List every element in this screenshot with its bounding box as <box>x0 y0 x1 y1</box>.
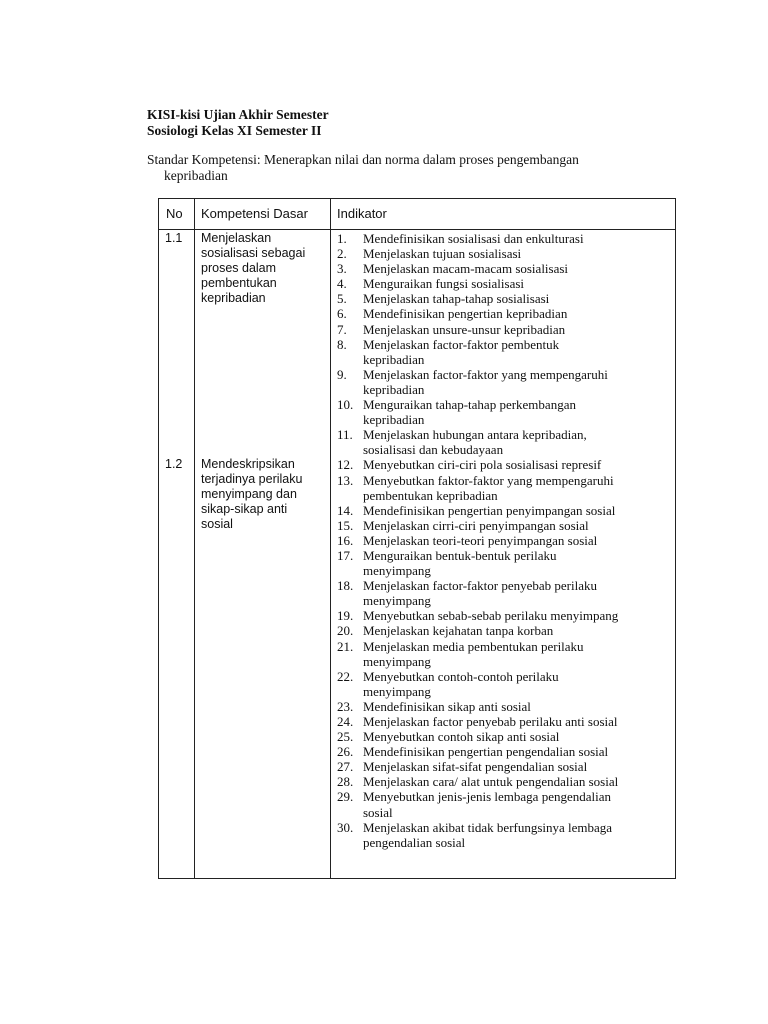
kompetensi-dasar-line: proses dalam <box>201 261 277 275</box>
indikator-text <box>363 276 673 291</box>
indikator-line: sosialisasi dan kebudayaan <box>363 442 504 458</box>
standar-kompetensi-line2: kepribadian <box>164 168 228 183</box>
indikator-number: 26. <box>337 744 354 760</box>
indikator-text <box>363 729 673 744</box>
indikator-text <box>363 231 673 246</box>
indikator-text <box>363 473 673 503</box>
kompetensi-dasar-line: sosial <box>201 517 233 531</box>
indikator-line: Menguraikan bentuk-bentuk perilaku <box>363 547 557 563</box>
indikator-number: 3. <box>337 261 347 277</box>
indikator-text <box>363 639 673 669</box>
indikator-number: 13. <box>337 472 354 488</box>
document-title: KISI-kisi Ujian Akhir Semester <box>147 107 329 122</box>
indikator-text <box>363 714 673 729</box>
indikator-item <box>337 322 673 337</box>
indikator-item <box>337 337 673 367</box>
indikator-number: 1. <box>337 231 347 246</box>
indikator-item <box>337 608 673 623</box>
indikator-text <box>363 246 673 261</box>
indikator-item <box>337 306 673 321</box>
indikator-item <box>337 669 673 699</box>
indikator-number: 10. <box>337 397 354 413</box>
kompetensi-dasar-cell <box>201 231 326 306</box>
indikator-text <box>363 337 673 367</box>
indikator-number: 11. <box>337 427 353 443</box>
row-number: 1.2 <box>165 457 183 471</box>
indikator-item <box>337 578 673 608</box>
indikator-line: Menjelaskan unsure-unsur kepribadian <box>363 321 566 337</box>
indikator-text <box>363 503 673 518</box>
indikator-line: Menjelaskan macam-macam sosialisasi <box>363 261 569 277</box>
indikator-line: Menguraikan tahap-tahap perkembangan <box>363 397 576 413</box>
indikator-item <box>337 457 673 472</box>
indikator-text <box>363 367 673 397</box>
indikator-line: Menguraikan fungsi sosialisasi <box>363 276 525 292</box>
indikator-text <box>363 457 673 472</box>
indikator-text <box>363 623 673 638</box>
indikator-text <box>363 699 673 714</box>
indikator-line: pembentukan kepribadian <box>363 487 498 503</box>
indikator-item <box>337 699 673 714</box>
indikator-item <box>337 548 673 578</box>
indikator-text <box>363 397 673 427</box>
header-indikator: Indikator <box>337 206 387 221</box>
kompetensi-dasar-line: menyimpang dan <box>201 487 297 501</box>
indikator-line: Menjelaskan cara/ alat untuk pengendalian sosial <box>363 774 619 790</box>
indikator-text <box>363 427 673 457</box>
indikator-item <box>337 518 673 533</box>
kompetensi-dasar-line: Menjelaskan <box>201 231 272 245</box>
indikator-line: Menjelaskan hubungan antara kepribadian, <box>363 427 587 443</box>
indikator-number: 19. <box>337 608 354 624</box>
indikator-item <box>337 291 673 306</box>
indikator-number: 30. <box>337 819 354 835</box>
indikator-number: 6. <box>337 306 347 322</box>
indikator-item <box>337 789 673 819</box>
indikator-item <box>337 503 673 518</box>
indikator-text <box>363 322 673 337</box>
indikator-item <box>337 276 673 291</box>
indikator-text <box>363 759 673 774</box>
indikator-line: Menjelaskan cirri-ciri penyimpangan sosial <box>363 517 589 533</box>
indikator-line: kepribadian <box>363 381 425 397</box>
indikator-text <box>363 744 673 759</box>
kompetensi-dasar-line: kepribadian <box>201 291 266 305</box>
indikator-item <box>337 246 673 261</box>
indikator-number: 24. <box>337 714 354 729</box>
column-divider <box>194 199 195 878</box>
indikator-number: 25. <box>337 729 354 745</box>
indikator-text <box>363 306 673 321</box>
indikator-item <box>337 820 673 850</box>
indikator-line: Menyebutkan faktor-faktor yang mempengaruhi <box>363 472 614 488</box>
header-kompetensi-dasar: Kompetensi Dasar <box>201 206 308 221</box>
indikator-number: 9. <box>337 366 347 382</box>
header-divider <box>159 229 675 230</box>
indikator-text <box>363 533 673 548</box>
indikator-number: 8. <box>337 336 347 352</box>
column-divider <box>330 199 331 878</box>
indikator-line: Menjelaskan kejahatan tanpa korban <box>363 623 554 639</box>
standar-kompetensi <box>147 152 667 184</box>
indikator-item <box>337 729 673 744</box>
indikator-number: 20. <box>337 623 354 639</box>
indikator-item <box>337 367 673 397</box>
indikator-line: Menyebutkan sebab-sebab perilaku menyimpang <box>363 608 619 624</box>
indikator-line: Mendefinisikan sikap anti sosial <box>363 698 531 714</box>
indikator-item <box>337 744 673 759</box>
indikator-item <box>337 231 673 246</box>
indikator-line: menyimpang <box>363 593 431 609</box>
indikator-number: 15. <box>337 517 354 533</box>
indikator-line: Menjelaskan tahap-tahap sosialisasi <box>363 291 550 307</box>
kompetensi-dasar-cell <box>201 457 326 532</box>
indikator-text <box>363 774 673 789</box>
indikator-item <box>337 427 673 457</box>
indikator-number: 5. <box>337 291 347 307</box>
indikator-line: pengendalian sosial <box>363 834 466 850</box>
indikator-list <box>337 231 673 850</box>
indikator-text <box>363 789 673 819</box>
indikator-number: 28. <box>337 774 354 790</box>
indikator-line: Menjelaskan factor-faktor penyebab perilaku <box>363 578 597 594</box>
indikator-number: 7. <box>337 321 347 337</box>
indikator-line: Menjelaskan tujuan sosialisasi <box>363 246 522 262</box>
indikator-line: Menjelaskan media pembentukan perilaku <box>363 638 584 654</box>
indikator-text <box>363 578 673 608</box>
indikator-item <box>337 774 673 789</box>
indikator-line: Menyebutkan ciri-ciri pola sosialisasi represif <box>363 457 602 473</box>
indikator-item <box>337 533 673 548</box>
indikator-line: Menyebutkan contoh sikap anti sosial <box>363 729 560 745</box>
indikator-line: Mendefinisikan pengertian penyimpangan sosial <box>363 502 616 518</box>
indikator-line: sosial <box>363 804 393 820</box>
kisi-kisi-table <box>158 198 676 879</box>
indikator-item <box>337 261 673 276</box>
indikator-line: menyimpang <box>363 683 431 699</box>
indikator-line: kepribadian <box>363 412 425 428</box>
row-number: 1.1 <box>165 231 183 245</box>
indikator-line: Menjelaskan factor penyebab perilaku anti sosial <box>363 714 618 729</box>
kompetensi-dasar-line: sikap-sikap anti <box>201 502 288 516</box>
indikator-line: kepribadian <box>363 351 425 367</box>
indikator-line: Menjelaskan teori-teori penyimpangan sosial <box>363 532 598 548</box>
indikator-line: Menyebutkan jenis-jenis lembaga pengendalian <box>363 789 612 805</box>
indikator-line: Mendefinisikan pengertian kepribadian <box>363 306 568 322</box>
indikator-text <box>363 518 673 533</box>
indikator-item <box>337 623 673 638</box>
indikator-line: Mendefinisikan pengertian pengendalian sosial <box>363 744 609 760</box>
indikator-number: 27. <box>337 759 354 775</box>
indikator-number: 23. <box>337 698 354 714</box>
indikator-text <box>363 669 673 699</box>
indikator-number: 14. <box>337 502 354 518</box>
kompetensi-dasar-line: Mendeskripsikan <box>201 457 295 471</box>
indikator-item <box>337 714 673 729</box>
indikator-item <box>337 639 673 669</box>
indikator-number: 18. <box>337 578 354 594</box>
document-subtitle: Sosiologi Kelas XI Semester II <box>147 123 322 138</box>
indikator-line: Menjelaskan factor-faktor pembentuk <box>363 336 560 352</box>
indikator-text <box>363 608 673 623</box>
indikator-item <box>337 397 673 427</box>
indikator-number: 12. <box>337 457 354 473</box>
indikator-text <box>363 261 673 276</box>
indikator-text <box>363 548 673 578</box>
indikator-text <box>363 291 673 306</box>
kompetensi-dasar-line: sosialisasi sebagai <box>201 246 306 260</box>
indikator-line: Menjelaskan akibat tidak berfungsinya lembaga <box>363 819 613 835</box>
indikator-number: 17. <box>337 547 354 563</box>
indikator-line: Menjelaskan factor-faktor yang mempengaruhi <box>363 366 608 382</box>
indikator-text <box>363 820 673 850</box>
indikator-number: 21. <box>337 638 354 654</box>
indikator-number: 4. <box>337 276 347 292</box>
indikator-number: 22. <box>337 668 354 684</box>
indikator-number: 16. <box>337 532 354 548</box>
indikator-line: Menyebutkan contoh-contoh perilaku <box>363 668 559 684</box>
indikator-line: Mendefinisikan sosialisasi dan enkulturasi <box>363 231 584 246</box>
kompetensi-dasar-line: pembentukan <box>201 276 277 290</box>
standar-kompetensi-line1: Standar Kompetensi: Menerapkan nilai dan norma dalam proses pengembangan <box>147 152 579 167</box>
indikator-item <box>337 473 673 503</box>
kompetensi-dasar-line: terjadinya perilaku <box>201 472 303 486</box>
indikator-number: 29. <box>337 789 354 805</box>
header-no: No <box>166 206 183 221</box>
indikator-line: menyimpang <box>363 563 431 579</box>
indikator-item <box>337 759 673 774</box>
indikator-line: Menjelaskan sifat-sifat pengendalian sosial <box>363 759 588 775</box>
indikator-line: menyimpang <box>363 653 431 669</box>
indikator-number: 2. <box>337 246 347 262</box>
